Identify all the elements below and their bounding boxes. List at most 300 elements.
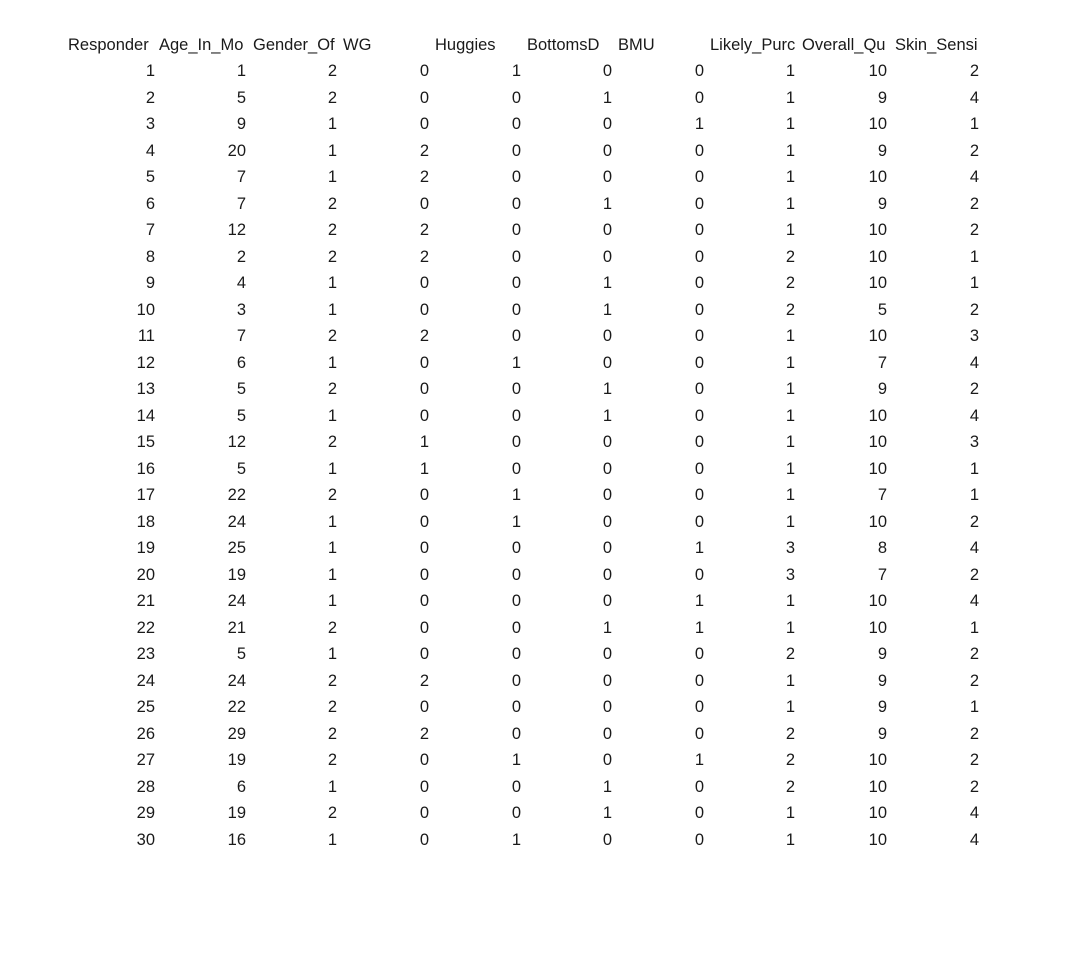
- table-cell: 3: [969, 433, 979, 451]
- table-cell: 0: [419, 830, 429, 849]
- table-cell: 0: [419, 62, 429, 80]
- table-cell: 0: [419, 194, 429, 213]
- table-cell: 0: [694, 168, 704, 186]
- table-cell: 0: [511, 777, 521, 796]
- table-cell: 14: [136, 406, 155, 425]
- table-cell: 16: [227, 830, 246, 849]
- table-cell: 0: [419, 274, 429, 292]
- table-row: [0, 694, 1080, 721]
- table-cell: 0: [602, 698, 612, 716]
- table-cell: 22: [136, 618, 155, 637]
- table-cell: 0: [602, 141, 612, 160]
- table-cell: 1: [969, 486, 979, 504]
- table-cell: 10: [868, 592, 887, 610]
- table-cell: 2: [969, 141, 979, 160]
- table-cell: 3: [145, 115, 155, 133]
- table-cell: 0: [694, 380, 704, 398]
- table-cell: 10: [868, 459, 887, 478]
- table-cell: 2: [327, 698, 337, 716]
- table-cell: 2: [327, 88, 337, 107]
- table-row: [0, 270, 1080, 297]
- table-cell: 5: [145, 168, 155, 186]
- table-cell: 1: [785, 141, 795, 160]
- table-cell: 0: [602, 645, 612, 663]
- table-cell: 0: [419, 406, 429, 425]
- table-cell: 0: [694, 804, 704, 822]
- table-cell: 7: [145, 221, 155, 239]
- table-cell: 2: [419, 327, 429, 345]
- table-row: [0, 111, 1080, 138]
- table-cell: 2: [236, 247, 246, 266]
- table-row: [0, 535, 1080, 562]
- table-cell: 0: [602, 433, 612, 451]
- table-cell: 1: [602, 88, 612, 107]
- table-cell: 0: [694, 327, 704, 345]
- table-cell: 29: [227, 724, 246, 743]
- table-cell: 0: [602, 512, 612, 531]
- table-cell: 10: [868, 247, 887, 266]
- table-cell: 21: [227, 618, 246, 637]
- table-row: [0, 721, 1080, 748]
- table-cell: 1: [785, 406, 795, 425]
- table-cell: 0: [694, 830, 704, 849]
- table-cell: 19: [227, 565, 246, 584]
- table-cell: 1: [511, 751, 521, 769]
- table-cell: 0: [602, 459, 612, 478]
- table-cell: 0: [511, 645, 521, 663]
- table-cell: 25: [136, 698, 155, 716]
- table-cell: 1: [785, 115, 795, 133]
- table-cell: 0: [694, 62, 704, 80]
- table-cell: 0: [694, 512, 704, 531]
- table-cell: 0: [602, 724, 612, 743]
- table-header-row: [0, 32, 1080, 58]
- table-cell: 0: [694, 459, 704, 478]
- data-table: [0, 32, 1080, 853]
- table-cell: 1: [785, 168, 795, 186]
- table-cell: 24: [227, 592, 246, 610]
- table-cell: 9: [877, 698, 887, 716]
- table-cell: 0: [694, 645, 704, 663]
- table-cell: 10: [136, 300, 155, 319]
- table-cell: 2: [785, 777, 795, 796]
- table-cell: 2: [969, 645, 979, 663]
- column-header: Responder: [68, 36, 149, 54]
- table-cell: 2: [969, 194, 979, 213]
- table-cell: 0: [419, 115, 429, 133]
- table-row: [0, 403, 1080, 430]
- table-cell: 1: [602, 618, 612, 637]
- table-cell: 0: [694, 565, 704, 584]
- table-cell: 9: [877, 380, 887, 398]
- table-cell: 1: [327, 115, 337, 133]
- table-cell: 5: [236, 406, 246, 425]
- table-cell: 1: [969, 247, 979, 266]
- table-cell: 4: [145, 141, 155, 160]
- table-cell: 0: [419, 777, 429, 796]
- table-cell: 1: [327, 353, 337, 372]
- table-cell: 9: [877, 724, 887, 743]
- table-row: [0, 641, 1080, 668]
- table-cell: 12: [227, 221, 246, 239]
- table-cell: 10: [868, 327, 887, 345]
- table-cell: 4: [969, 539, 979, 557]
- table-cell: 5: [236, 459, 246, 478]
- table-cell: 1: [694, 115, 704, 133]
- table-cell: 0: [694, 88, 704, 107]
- table-cell: 1: [694, 751, 704, 769]
- table-cell: 0: [511, 274, 521, 292]
- table-cell: 10: [868, 777, 887, 796]
- table-cell: 20: [227, 141, 246, 160]
- table-cell: 1: [327, 592, 337, 610]
- table-cell: 5: [236, 645, 246, 663]
- table-row: [0, 509, 1080, 536]
- table-cell: 10: [868, 512, 887, 531]
- table-cell: 1: [236, 62, 246, 80]
- column-header: BottomsD: [527, 36, 600, 54]
- table-cell: 1: [511, 830, 521, 849]
- table-cell: 4: [236, 274, 246, 292]
- table-cell: 0: [511, 115, 521, 133]
- table-cell: 7: [877, 565, 887, 584]
- table-cell: 7: [236, 194, 246, 213]
- table-cell: 2: [145, 88, 155, 107]
- table-cell: 9: [877, 645, 887, 663]
- table-cell: 3: [785, 565, 795, 584]
- table-cell: 0: [511, 247, 521, 266]
- table-cell: 10: [868, 433, 887, 451]
- table-row: [0, 747, 1080, 774]
- table-cell: 0: [419, 592, 429, 610]
- table-cell: 9: [877, 141, 887, 160]
- table-cell: 0: [602, 565, 612, 584]
- table-cell: 1: [327, 141, 337, 160]
- table-row: [0, 138, 1080, 165]
- table-cell: 1: [602, 804, 612, 822]
- table-cell: 0: [602, 168, 612, 186]
- table-cell: 24: [227, 512, 246, 531]
- table-cell: 10: [868, 115, 887, 133]
- table-cell: 29: [136, 804, 155, 822]
- table-cell: 1: [785, 592, 795, 610]
- table-cell: 2: [327, 804, 337, 822]
- table-cell: 20: [136, 565, 155, 584]
- table-cell: 0: [694, 406, 704, 425]
- table-cell: 0: [602, 327, 612, 345]
- table-cell: 2: [327, 618, 337, 637]
- table-cell: 26: [136, 724, 155, 743]
- table-cell: 0: [602, 671, 612, 690]
- table-cell: 10: [868, 751, 887, 769]
- table-cell: 13: [136, 380, 155, 398]
- table-cell: 0: [419, 698, 429, 716]
- table-row: [0, 164, 1080, 191]
- table-cell: 10: [868, 62, 887, 80]
- table-cell: 1: [785, 486, 795, 504]
- column-header: WG: [343, 36, 372, 54]
- table-cell: 4: [969, 406, 979, 425]
- table-row: [0, 456, 1080, 483]
- table-cell: 1: [327, 565, 337, 584]
- table-cell: 19: [227, 751, 246, 769]
- table-cell: 2: [327, 751, 337, 769]
- table-cell: 1: [785, 88, 795, 107]
- table-cell: 1: [785, 459, 795, 478]
- table-cell: 1: [602, 406, 612, 425]
- table-cell: 2: [969, 751, 979, 769]
- table-body: [0, 58, 1080, 853]
- table-cell: 3: [969, 327, 979, 345]
- table-cell: 0: [511, 300, 521, 319]
- table-cell: 9: [236, 115, 246, 133]
- table-cell: 0: [511, 221, 521, 239]
- table-row: [0, 85, 1080, 112]
- table-cell: 1: [327, 777, 337, 796]
- table-cell: 2: [327, 724, 337, 743]
- table-cell: 1: [602, 194, 612, 213]
- table-cell: 4: [969, 353, 979, 372]
- table-cell: 19: [136, 539, 155, 557]
- table-cell: 0: [694, 300, 704, 319]
- table-cell: 4: [969, 168, 979, 186]
- table-cell: 0: [511, 724, 521, 743]
- table-cell: 0: [602, 830, 612, 849]
- table-cell: 0: [511, 539, 521, 557]
- table-cell: 1: [145, 62, 155, 80]
- table-cell: 0: [511, 88, 521, 107]
- table-cell: 1: [602, 380, 612, 398]
- table-cell: 2: [969, 221, 979, 239]
- table-row: [0, 191, 1080, 218]
- table-cell: 1: [327, 300, 337, 319]
- table-cell: 1: [785, 353, 795, 372]
- table-cell: 0: [694, 194, 704, 213]
- table-cell: 0: [511, 141, 521, 160]
- table-cell: 0: [511, 459, 521, 478]
- table-cell: 1: [785, 512, 795, 531]
- table-row: [0, 376, 1080, 403]
- table-cell: 2: [419, 247, 429, 266]
- table-cell: 1: [969, 698, 979, 716]
- table-cell: 7: [877, 486, 887, 504]
- table-cell: 2: [969, 777, 979, 796]
- table-cell: 2: [327, 433, 337, 451]
- table-cell: 5: [236, 380, 246, 398]
- table-cell: 0: [419, 88, 429, 107]
- table-cell: 2: [327, 380, 337, 398]
- table-cell: 0: [419, 539, 429, 557]
- table-cell: 1: [602, 300, 612, 319]
- table-cell: 0: [694, 353, 704, 372]
- table-cell: 2: [969, 380, 979, 398]
- table-cell: 9: [877, 671, 887, 690]
- table-cell: 1: [327, 406, 337, 425]
- table-cell: 0: [511, 592, 521, 610]
- table-cell: 4: [969, 804, 979, 822]
- table-cell: 1: [969, 618, 979, 637]
- table-row: [0, 244, 1080, 271]
- table-cell: 1: [785, 62, 795, 80]
- table-cell: 1: [327, 645, 337, 663]
- table-cell: 1: [785, 327, 795, 345]
- table-cell: 7: [236, 168, 246, 186]
- table-cell: 0: [419, 512, 429, 531]
- table-cell: 1: [969, 274, 979, 292]
- table-row: [0, 588, 1080, 615]
- table-cell: 2: [785, 300, 795, 319]
- table-cell: 2: [327, 671, 337, 690]
- table-cell: 2: [969, 62, 979, 80]
- table-cell: 1: [511, 62, 521, 80]
- table-row: [0, 827, 1080, 854]
- table-cell: 1: [694, 539, 704, 557]
- table-cell: 2: [327, 194, 337, 213]
- table-cell: 0: [602, 539, 612, 557]
- column-header: Overall_Qu: [802, 36, 886, 54]
- table-cell: 1: [327, 830, 337, 849]
- table-cell: 1: [419, 433, 429, 451]
- table-cell: 6: [236, 777, 246, 796]
- table-cell: 0: [511, 698, 521, 716]
- table-cell: 19: [227, 804, 246, 822]
- table-cell: 2: [785, 274, 795, 292]
- table-cell: 0: [419, 565, 429, 584]
- table-cell: 2: [419, 221, 429, 239]
- table-cell: 12: [227, 433, 246, 451]
- table-cell: 0: [419, 380, 429, 398]
- column-header: Age_In_Mo: [159, 36, 244, 54]
- table-cell: 17: [136, 486, 155, 504]
- table-cell: 28: [136, 777, 155, 796]
- table-cell: 1: [602, 777, 612, 796]
- table-cell: 1: [785, 698, 795, 716]
- table-cell: 2: [785, 645, 795, 663]
- table-cell: 10: [868, 274, 887, 292]
- table-cell: 9: [877, 194, 887, 213]
- column-header: Huggies: [435, 36, 496, 54]
- table-cell: 1: [969, 459, 979, 478]
- table-cell: 10: [868, 830, 887, 849]
- table-cell: 0: [511, 380, 521, 398]
- table-cell: 0: [602, 353, 612, 372]
- table-cell: 2: [327, 247, 337, 266]
- table-cell: 0: [511, 565, 521, 584]
- table-cell: 0: [694, 671, 704, 690]
- table-cell: 0: [694, 274, 704, 292]
- table-cell: 24: [227, 671, 246, 690]
- table-cell: 0: [602, 486, 612, 504]
- table-cell: 1: [785, 830, 795, 849]
- table-cell: 6: [145, 194, 155, 213]
- table-cell: 4: [969, 830, 979, 849]
- table-cell: 0: [511, 804, 521, 822]
- table-cell: 15: [136, 433, 155, 451]
- table-cell: 0: [602, 751, 612, 769]
- table-cell: 0: [602, 221, 612, 239]
- table-cell: 5: [877, 300, 887, 319]
- table-cell: 1: [969, 115, 979, 133]
- column-header: BMU: [618, 36, 655, 54]
- table-cell: 0: [419, 618, 429, 637]
- table-cell: 0: [511, 618, 521, 637]
- table-row: [0, 350, 1080, 377]
- table-cell: 10: [868, 221, 887, 239]
- table-row: [0, 800, 1080, 827]
- table-cell: 18: [136, 512, 155, 531]
- table-cell: 3: [785, 539, 795, 557]
- table-cell: 0: [694, 141, 704, 160]
- table-cell: 0: [602, 592, 612, 610]
- table-cell: 0: [694, 724, 704, 743]
- table-cell: 10: [868, 618, 887, 637]
- table-cell: 1: [327, 512, 337, 531]
- table-cell: 25: [227, 539, 246, 557]
- table-cell: 1: [511, 486, 521, 504]
- table-cell: 0: [419, 353, 429, 372]
- table-cell: 0: [602, 247, 612, 266]
- table-cell: 2: [327, 486, 337, 504]
- table-cell: 0: [511, 406, 521, 425]
- table-cell: 2: [785, 751, 795, 769]
- table-cell: 0: [602, 115, 612, 133]
- table-cell: 2: [419, 168, 429, 186]
- table-cell: 1: [419, 459, 429, 478]
- table-cell: 2: [969, 671, 979, 690]
- column-header: Gender_Of: [253, 36, 335, 54]
- table-row: [0, 58, 1080, 85]
- table-cell: 9: [145, 274, 155, 292]
- table-cell: 0: [419, 300, 429, 319]
- table-cell: 10: [868, 406, 887, 425]
- table-cell: 4: [969, 88, 979, 107]
- table-cell: 2: [969, 300, 979, 319]
- table-cell: 22: [227, 486, 246, 504]
- table-row: [0, 615, 1080, 642]
- table-cell: 0: [419, 486, 429, 504]
- table-cell: 30: [136, 830, 155, 849]
- table-cell: 2: [327, 327, 337, 345]
- table-cell: 1: [785, 380, 795, 398]
- table-cell: 11: [137, 327, 155, 345]
- table-cell: 1: [785, 433, 795, 451]
- table-cell: 2: [419, 671, 429, 690]
- table-cell: 0: [694, 777, 704, 796]
- table-row: [0, 482, 1080, 509]
- table-cell: 0: [419, 804, 429, 822]
- table-row: [0, 217, 1080, 244]
- table-cell: 1: [511, 353, 521, 372]
- table-cell: 8: [877, 539, 887, 557]
- table-cell: 1: [511, 512, 521, 531]
- table-cell: 6: [236, 353, 246, 372]
- table-cell: 0: [511, 433, 521, 451]
- table-cell: 2: [419, 141, 429, 160]
- table-cell: 8: [145, 247, 155, 266]
- table-cell: 2: [969, 512, 979, 531]
- table-cell: 0: [511, 194, 521, 213]
- table-cell: 2: [785, 724, 795, 743]
- table-cell: 1: [785, 221, 795, 239]
- table-cell: 1: [327, 539, 337, 557]
- table-row: [0, 297, 1080, 324]
- table-cell: 10: [868, 804, 887, 822]
- table-cell: 0: [694, 221, 704, 239]
- table-cell: 1: [327, 459, 337, 478]
- table-cell: 0: [511, 327, 521, 345]
- table-cell: 5: [236, 88, 246, 107]
- table-cell: 1: [327, 274, 337, 292]
